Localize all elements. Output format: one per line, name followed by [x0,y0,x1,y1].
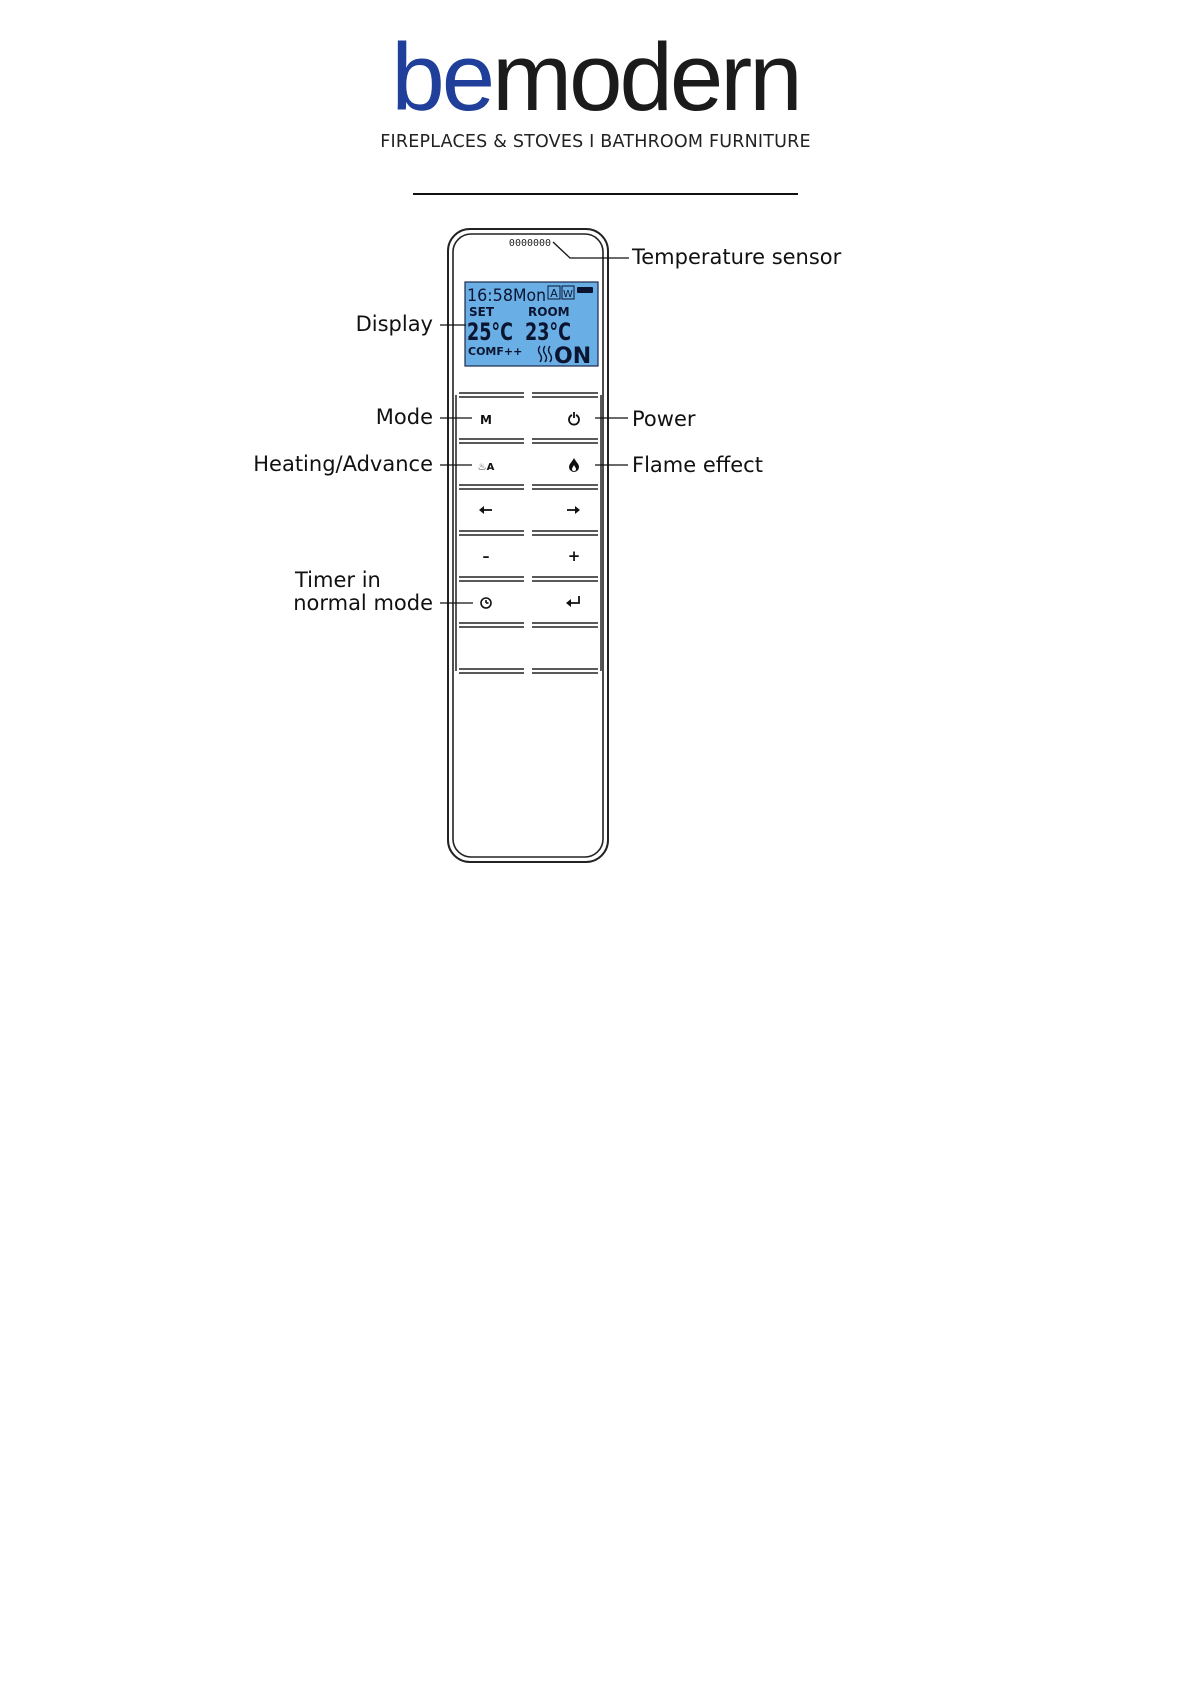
plus-label: + [567,547,581,565]
callout-flame-effect: Flame effect [632,453,763,477]
lcd-room-label: ROOM [528,305,570,319]
leader-temperature-sensor [553,242,629,258]
brand-tagline: FIREPLACES & STOVES I BATHROOM FURNITURE [380,132,811,152]
plus-button[interactable] [532,537,598,575]
lcd-mode-text: COMF++ [468,345,523,358]
left-arrow-button[interactable] [459,491,524,529]
lcd-display [465,282,598,369]
flame-effect-button[interactable] [532,445,598,483]
heating-advance-button[interactable] [459,445,524,483]
lcd-day: Mon [513,286,546,306]
lcd-indicator-w: W [563,289,573,300]
blank-button-right[interactable] [532,629,598,667]
minus-button[interactable] [459,537,524,575]
callout-timer-line1: Timer in [295,568,381,592]
lcd-indicator-a: A [550,287,558,300]
battery-icon [577,287,593,293]
callout-timer-line2: normal mode [293,591,433,615]
callout-mode: Mode [375,405,433,429]
callout-temperature-sensor: Temperature sensor [632,245,842,269]
brand-name-rest: modern [492,24,800,131]
lcd-set-label: SET [469,305,495,319]
lcd-set-temp: 25°C [467,318,513,346]
lcd-room-temp: 23°C [525,318,571,346]
power-button[interactable] [532,399,598,437]
brand-name-accent: be [391,24,493,131]
lcd-status: ON [554,344,592,369]
enter-button[interactable] [532,583,598,621]
callout-heating-advance: Heating/Advance [253,452,433,476]
callout-display: Display [355,312,433,336]
blank-button-left[interactable] [459,629,524,667]
right-arrow-button[interactable] [532,491,598,529]
heating-advance-label: ♨A [477,462,495,473]
timer-button[interactable] [459,583,524,621]
callout-power: Power [632,407,696,431]
mode-button-label: M [480,413,492,427]
lcd-time: 16:58 [467,286,513,306]
temperature-sensor-dots: 0000000 [508,238,552,249]
minus-label: – [482,549,490,565]
